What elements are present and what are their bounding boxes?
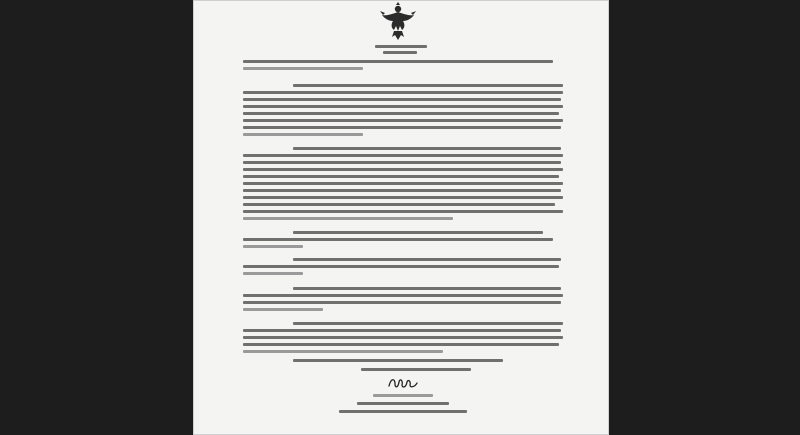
- document-page: [193, 0, 609, 435]
- garuda-emblem-icon: [379, 2, 417, 42]
- signature: [387, 376, 419, 390]
